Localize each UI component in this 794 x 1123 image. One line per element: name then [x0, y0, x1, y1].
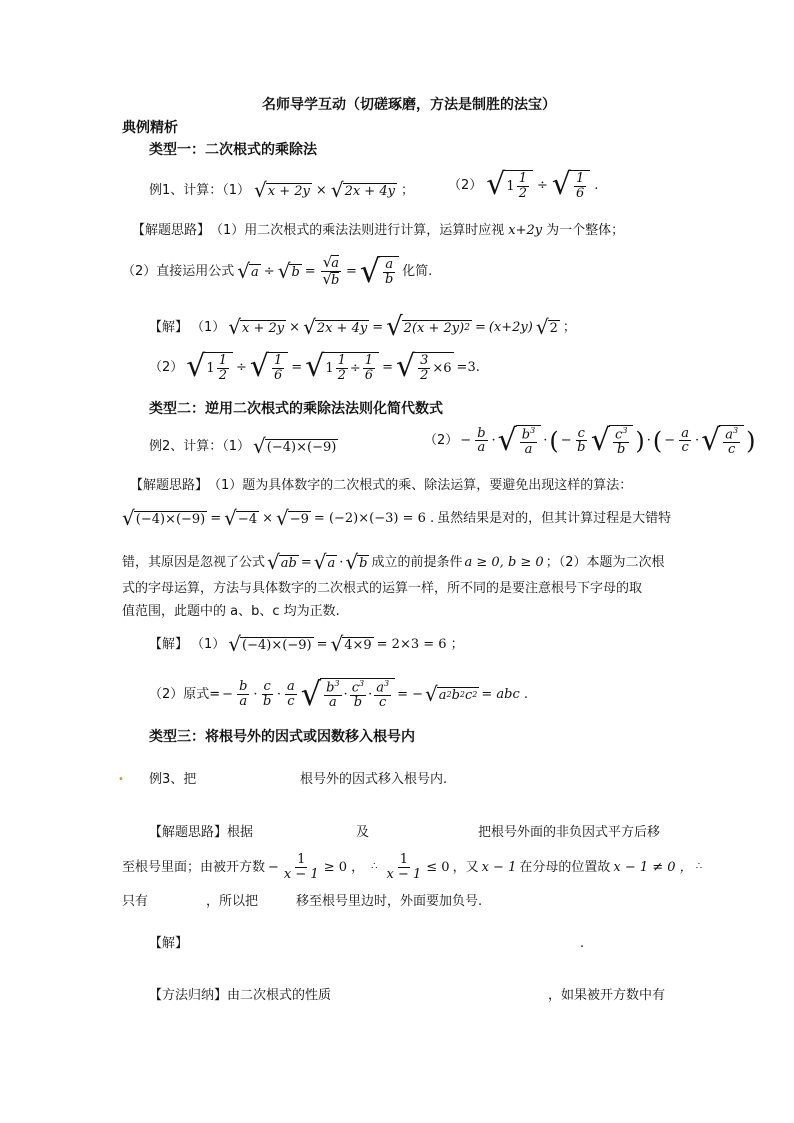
- part-label: （2）: [149, 359, 184, 375]
- idea-text: 根据: [227, 825, 254, 840]
- formula: √ 1 1 2: [486, 170, 533, 200]
- bullet-dot: •: [118, 774, 124, 785]
- formula: √ 2x + 4y: [330, 178, 395, 202]
- type2-idea: [130, 479, 632, 492]
- method-label: 【方法归纳】: [149, 988, 228, 1003]
- idea-text: 值范围，此题中的 a、b、c 均为正数.: [122, 604, 340, 619]
- example2-label: 例2、计算：（1）: [149, 438, 251, 454]
- type2-heading: 类型二：逆用二次根式的乘除法法则化简代数式: [149, 401, 443, 417]
- idea-text: ，所以把: [206, 894, 259, 909]
- example3-label: 例3、把: [149, 772, 197, 787]
- idea-label: 【解题思路】: [132, 223, 211, 238]
- example2-part2: （2） − $\frac{b}{a}$ · √ $b^3$ a · ( − $\frac{c}{b}$ √ $c^3$ b ) · ( − $\frac{a}{c}$ · √ $a^3$ c ): [424, 422, 756, 458]
- part-label: （2）原式=: [149, 686, 221, 702]
- type1-idea-line2: （2）直接运用公式 √ a ÷ √ b = $\frac{√a}{√b}$ = √ a b 化简.: [122, 252, 433, 291]
- idea-text: （1）题为具体数字的二次根式的乘、除法运算，要避免出现这样的算法：: [208, 478, 633, 493]
- formula: √ x + 2y: [254, 178, 310, 202]
- type2-solution2: （2）原式= − $\frac{b}{a}$ · c b · a c √ $b^3$ a · $c^3$ b · $a^3$ c = − √ a 2 b 2 c 2 = abc .: [149, 675, 529, 713]
- idea-text: 至根号里面；由被开方数: [122, 859, 266, 875]
- idea-text: 错，其原因是忽视了公式: [122, 554, 266, 570]
- idea-text: 在分母的位置故: [519, 859, 611, 875]
- idea-text: （1）用二次根式的乘法法则进行计算，运算时应视: [210, 223, 505, 238]
- idea-text: 把根号外面的非负因式平方后移: [478, 825, 661, 840]
- idea-text: 虽然结果是对的，但其计算过程是大错特: [437, 510, 672, 526]
- solution-label: 【解】: [149, 319, 189, 335]
- method-text: 由二次根式的性质: [227, 988, 332, 1003]
- method-text: ，如果被开方数中有: [548, 988, 666, 1003]
- idea-text: 化简.: [402, 263, 433, 279]
- part-label: （2）: [424, 433, 459, 449]
- example3-text: 根号外的因式移入根号内.: [300, 772, 448, 787]
- type1-idea: 【解题思路】 （1）用二次根式的乘法法则进行计算，运算时应视 x+2y 为一个整体；: [132, 223, 625, 238]
- type3-heading: 类型三：将根号外的因式或因数移入根号内: [149, 729, 415, 745]
- type2-idea-line3: 错，其原因是忽视了公式 √ ab = √ a · √ b 成立的前提条件 a ≥ 0, b ≥ 0 ；（2）本题为二次根: [122, 550, 665, 574]
- idea-text: 为一个整体；: [546, 223, 625, 238]
- idea-text: 成立的前提条件: [371, 554, 463, 570]
- idea-text: （2）直接运用公式: [122, 263, 235, 279]
- type1-heading: 类型一：二次根式的乘除法: [149, 142, 317, 158]
- solution-label: 【解】: [149, 936, 189, 951]
- example1-part2: （2） √ 1 1 2 ÷ √ 1 6 .: [448, 167, 599, 203]
- idea-label: 【解题思路】: [130, 478, 209, 493]
- type2-solution1: 【解】 （1） √ (−4)×(−9) = √ 4×9 = 2×3 = 6 ；: [149, 632, 464, 656]
- idea-text: 式的字母运算，方法与具体数字的二次根式的运算一样，所不同的是要注意根号下字母的取: [122, 581, 643, 596]
- formula: √ 1 6: [552, 170, 590, 200]
- method-summary: [149, 989, 331, 1002]
- type3-idea-line2: 至根号里面；由被开方数 − $\frac{1}{x - 1}$ ≥ 0 ， ∴ $\frac{1}{x - 1}$ ≤ 0 ，又 x − 1 在分母的位置故 x − 1 ≠ 0 ， ∴: [122, 852, 703, 882]
- page-title: 名师导学互动（切磋琢磨，方法是制胜的法宝）: [262, 97, 556, 113]
- idea-text: ，又: [452, 859, 479, 875]
- idea-text: 移至根号里边时，外面要加负号.: [296, 894, 483, 909]
- idea-text: 及: [356, 825, 370, 840]
- idea-label: 【解题思路】: [149, 825, 228, 840]
- solution-end-dot: .: [580, 936, 585, 951]
- idea-text: 只有: [122, 894, 149, 909]
- solution-label: 【解】: [149, 636, 189, 652]
- type2-idea-line2: √ (−4)×(−9) = √ −4 × √ −9 = (−2)×(−3) = 6 . 虽然结果是对的，但其计算过程是大错特: [122, 506, 672, 530]
- example2: 例2、计算：（1） √ (−4)×(−9): [149, 434, 337, 458]
- section-heading: 典例精析: [122, 120, 178, 136]
- part-label: （1）: [191, 636, 226, 652]
- part-label: （1）: [191, 319, 226, 335]
- example1-label: 例1、计算：（1）: [149, 182, 251, 198]
- example1: 例1、计算：（1） √ x + 2y × √ 2x + 4y ；: [149, 178, 414, 202]
- type3-idea: [149, 826, 253, 839]
- idea-text: ；（2）本题为二次根: [545, 554, 665, 570]
- type1-solution2: （2） √ 1 1 2 ÷ √ 1 6 = √ 1 $\frac{1}{2}$ ÷ $\frac{1}{6}$ = √ $\frac{3}{2}$ ×6 =3.: [149, 349, 480, 385]
- type1-solution1: 【解】 （1） √ x + 2y × √ 2x + 4y = √ 2(x + 2y) 2 = (x+2y) √ 2 ；: [149, 312, 576, 342]
- part-label: （2）: [448, 177, 483, 193]
